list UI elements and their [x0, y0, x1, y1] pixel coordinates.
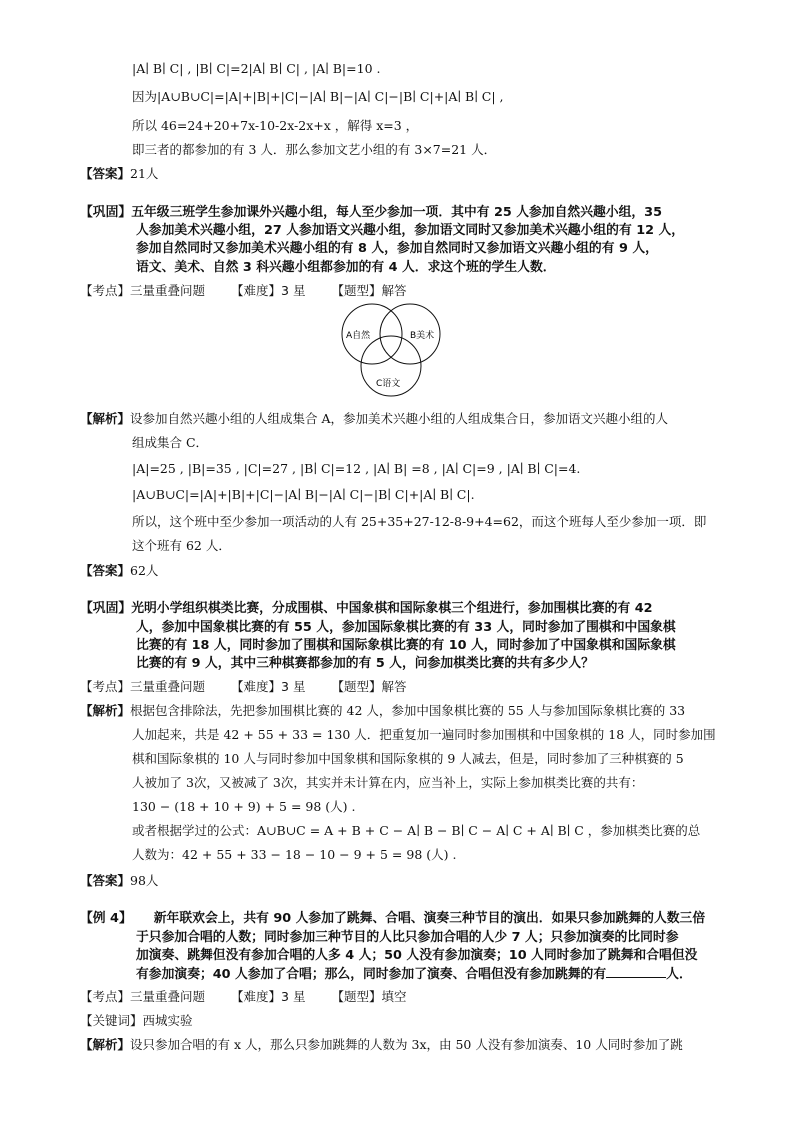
- problem-3-line-2: 于只参加合唱的人数；同时参加三种节目的人比只参加合唱的人少 7 人；只参加演奏的比同时参: [136, 930, 679, 945]
- problem-2-analysis-line-1: 【解析】根据包含排除法，先把参加围棋比赛的 42 人，参加中国象棋比赛的 55 人与参加国际象棋比赛的 33: [80, 703, 686, 718]
- problem-1-meta: 【考点】三量重叠问题 【难度】3 星 【题型】解答: [80, 283, 407, 298]
- answer-tag: 【答案】: [80, 166, 131, 181]
- problem-3-line-3: 加演奏、跳舞但没有参加合唱的人多 4 人；50 人没有参加演奏；10 人同时参加了跳舞和合唱但没: [136, 948, 698, 963]
- problem-tag: 【例 4】: [80, 911, 132, 926]
- answer-blank[interactable]: [606, 965, 666, 978]
- problem-1-analysis-line-3: |A|=25 , |B|=35 , |C|=27 , |B∣ C|=12 , |A∣ B| =8 , |A∣ C|=9 , |A∣ B∣ C|=4.: [132, 461, 581, 476]
- venn-label-b: B美术: [410, 331, 435, 341]
- problem-2-analysis-line-6: 或者根据学过的公式：A∪B∪C = A + B + C − A∣ B − B∣ C − A∣ C + A∣ B∣ C ，参加棋类比赛的总: [132, 823, 701, 838]
- solve-equation-line: 所以 46=24+20+7x-10-2x-2x+x ，解得 x=3 ，: [132, 118, 419, 133]
- problem-2-analysis-line-3: 棋和国际象棋的 10 人与同时参加中国象棋和国际象棋的 9 人减去，但是，同时参加了三种棋赛的 5: [132, 751, 684, 766]
- problem-2-line-3: 比赛的有 18 人，同时参加了围棋和国际象棋比赛的有 10 人，同时参加了中国象棋和国际象棋: [136, 638, 676, 653]
- problem-1-line-2: 人参加美术兴趣小组，27 人参加语文兴趣小组，参加语文同时又参加美术兴趣小组的有 12 人，: [136, 223, 685, 238]
- problem-2-analysis-line-2: 人加起来，共是 42 + 55 + 33 = 130 人．把重复加一遍同时参加围棋和中国象棋的 18 人，同时参加围: [132, 727, 716, 742]
- problem-2-analysis-line-4: 人被加了 3次，又被减了 3次，其实并未计算在内，应当补上，实际上参加棋类比赛的共有：: [132, 775, 644, 790]
- problem-3-line-1: 【例 4】 新年联欢会上，共有 90 人参加了跳舞、合唱、演奏三种节目的演出．如果只参加跳舞的人数三倍: [80, 911, 706, 926]
- problem-1-analysis-line-2: 组成集合 C．: [132, 435, 209, 450]
- problem-tag: 【巩固】: [80, 601, 132, 616]
- answer-value: 21人: [130, 166, 159, 181]
- set-equation-line: |A∣ B∣ C| , |B∣ C|=2|A∣ B∣ C| , |A∣ B|=10 .: [132, 61, 381, 76]
- problem-2-line-1: 【巩固】光明小学组织棋类比赛，分成围棋、中国象棋和国际象棋三个组进行，参加围棋比赛的有 42: [80, 601, 653, 616]
- problem-1-analysis-line-6: 这个班有 62 人．: [132, 538, 231, 553]
- problem-2-answer: 【答案】98人: [80, 873, 159, 888]
- inclusion-exclusion-formula: 因为|A∪B∪C|=|A|+|B|+|C|−|A∣ B|−|A∣ C|−|B∣ C|+|A∣ B∣ C| ,: [132, 89, 504, 104]
- problem-2-analysis-line-5: 130 − (18 + 10 + 9) + 5 = 98 (人) .: [132, 799, 356, 814]
- problem-1-line-4: 语文、美术、自然 3 科兴趣小组都参加的有 4 人．求这个班的学生人数．: [136, 260, 556, 275]
- problem-1-line-1: 【巩固】五年级三班学生参加课外兴趣小组，每人至少参加一项．其中有 25 人参加自然兴趣小组，35: [80, 205, 662, 220]
- problem-2-meta: 【考点】三量重叠问题 【难度】3 星 【题型】解答: [80, 679, 407, 694]
- problem-2-line-2: 人，参加中国象棋比赛的有 55 人，参加国际象棋比赛的有 33 人，同时参加了围棋和中国象棋: [136, 620, 676, 635]
- problem-1-answer: 【答案】62人: [80, 563, 159, 578]
- problem-3-line-4: 有参加演奏；40 人参加了合唱；那么，同时参加了演奏、合唱但没有参加跳舞的有 人．: [136, 967, 692, 982]
- problem-3-analysis-line-1: 【解析】设只参加合唱的有 x 人，那么只参加跳舞的人数为 3x，由 50 人没有参加演奏、10 人同时参加了跳: [80, 1037, 683, 1052]
- problem-1-analysis-line-1: 【解析】设参加自然兴趣小组的人组成集合 A，参加美术兴趣小组的人组成集合日，参加语文兴趣小组的人: [80, 411, 669, 426]
- problem-3-meta: 【考点】三量重叠问题 【难度】3 星 【题型】填空: [80, 989, 407, 1004]
- problem-1-analysis-line-5: 所以，这个班中至少参加一项活动的人有 25+35+27-12-8-9+4=62，而这个班每人至少参加一项．即: [132, 514, 707, 529]
- problem-2-analysis-line-7: 人数为：42 + 55 + 33 − 18 − 10 − 9 + 5 = 98 (人) .: [132, 847, 457, 862]
- problem-tag: 【巩固】: [80, 205, 132, 220]
- problem-1-line-3: 参加自然同时又参加美术兴趣小组的有 8 人，参加自然同时又参加语文兴趣小组的有 9 人，: [136, 241, 658, 256]
- venn-label-a: A自然: [346, 331, 371, 341]
- problem-2-line-4: 比赛的有 9 人，其中三种棋赛都参加的有 5 人，问参加棋类比赛的共有多少人？: [136, 656, 594, 671]
- answer-line: [80, 165, 158, 183]
- venn-diagram: [340, 302, 444, 398]
- venn-label-c: C语文: [376, 379, 401, 389]
- problem-1-analysis-line-4: |A∪B∪C|=|A|+|B|+|C|−|A∣ B|−|A∣ C|−|B∣ C|+|A∣ B∣ C|.: [132, 487, 475, 502]
- problem-3-keywords: 【关键词】西城实验: [80, 1013, 193, 1028]
- conclusion-line: 即三者的都参加的有 3 人．那么参加文艺小组的有 3×7=21 人．: [132, 142, 497, 157]
